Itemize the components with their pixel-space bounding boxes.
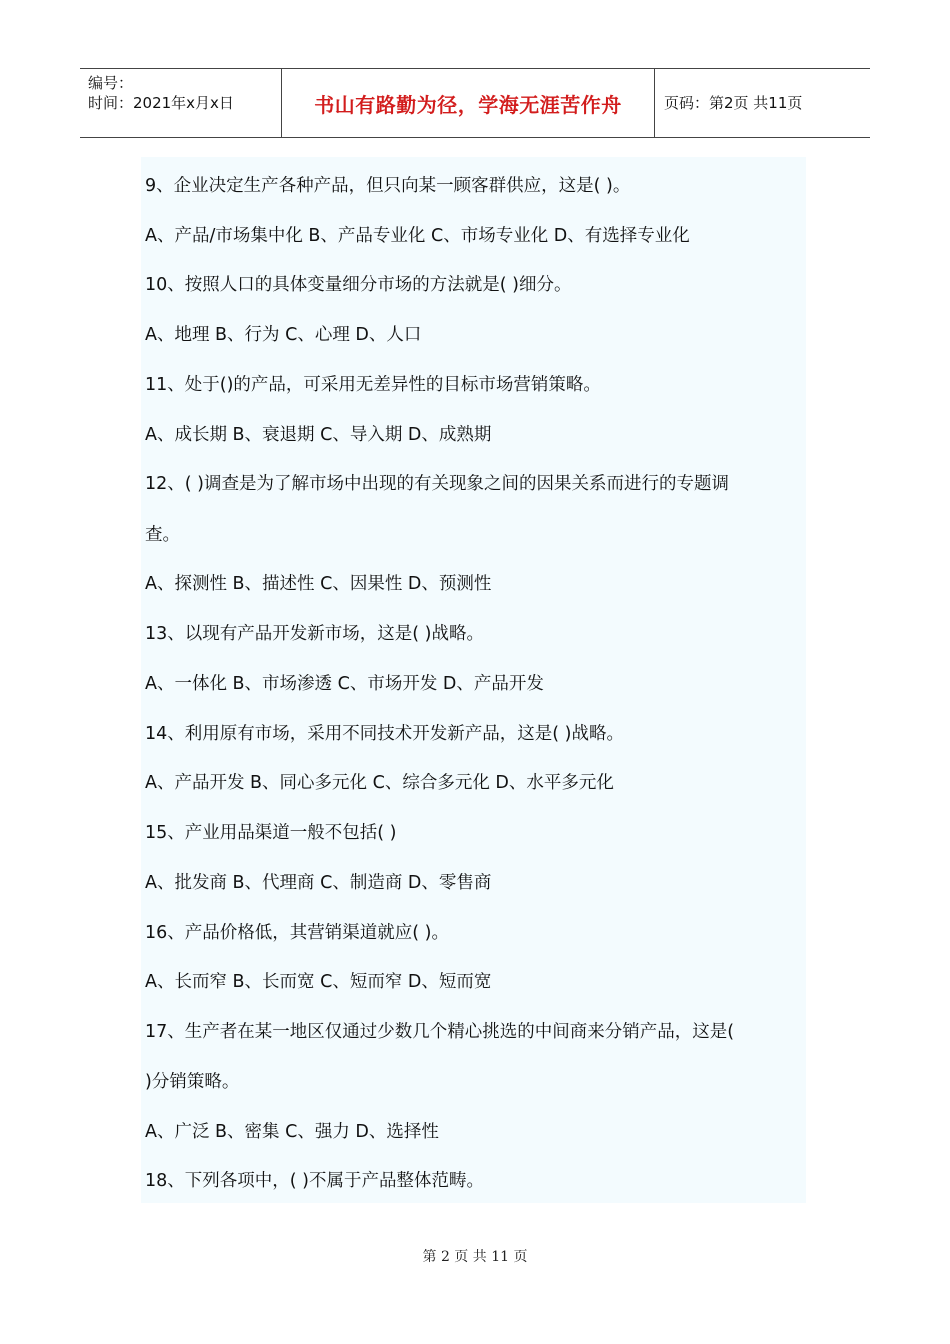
options-line: A、探测性 B、描述性 C、因果性 D、预测性 xyxy=(145,574,492,594)
question-line: 17、生产者在某一地区仅通过少数几个精心挑选的中间商来分销产品，这是( xyxy=(145,1022,735,1042)
question-line: 查。 xyxy=(145,525,180,545)
header-meta xyxy=(88,73,284,113)
question-line: 13、以现有产品开发新市场，这是( )战略。 xyxy=(145,624,484,644)
question-line: )分销策略。 xyxy=(145,1072,240,1092)
options-line: A、一体化 B、市场渗透 C、市场开发 D、产品开发 xyxy=(145,674,544,694)
options-line: A、长而窄 B、长而宽 C、短而窄 D、短而宽 xyxy=(145,972,492,992)
question-line: 11、处于()的产品，可采用无差异性的目标市场营销策略。 xyxy=(145,375,601,395)
options-line: A、产品开发 B、同心多元化 C、综合多元化 D、水平多元化 xyxy=(145,773,614,793)
question-line: 18、下列各项中，( )不属于产品整体范畴。 xyxy=(145,1171,484,1191)
options-line: A、批发商 B、代理商 C、制造商 D、零售商 xyxy=(145,873,492,893)
question-line: 9、企业决定生产各种产品，但只向某一顾客群供应，这是( )。 xyxy=(145,176,631,196)
header-motto: 书山有路勤为径，学海无涯苦作舟 xyxy=(314,92,622,117)
page-footer: 第 2 页 共 11 页 xyxy=(422,1249,528,1265)
options-line: A、地理 B、行为 C、心理 D、人口 xyxy=(145,325,422,345)
options-line: A、广泛 B、密集 C、强力 D、选择性 xyxy=(145,1122,439,1142)
question-line: 16、产品价格低，其营销渠道就应( )。 xyxy=(145,923,449,943)
question-content xyxy=(141,157,806,1203)
question-line: 14、利用原有市场，采用不同技术开发新产品，这是( )战略。 xyxy=(145,724,624,744)
header-divider xyxy=(654,69,655,137)
document-number-label: 编号： xyxy=(88,74,134,92)
question-line: 12、( )调查是为了解市场中出现的有关现象之间的因果关系而进行的专题调 xyxy=(145,474,729,494)
document-date-label: 时间：2021年x月x日 xyxy=(88,94,234,112)
options-line: A、产品/市场集中化 B、产品专业化 C、市场专业化 D、有选择专业化 xyxy=(145,226,690,246)
question-line: 10、按照人口的具体变量细分市场的方法就是( )细分。 xyxy=(145,275,572,295)
page-header xyxy=(80,68,870,138)
options-line: A、成长期 B、衰退期 C、导入期 D、成熟期 xyxy=(145,425,492,445)
header-page-number: 页码：第2页 共11页 xyxy=(664,94,803,112)
question-line: 15、产业用品渠道一般不包括( ) xyxy=(145,823,397,843)
